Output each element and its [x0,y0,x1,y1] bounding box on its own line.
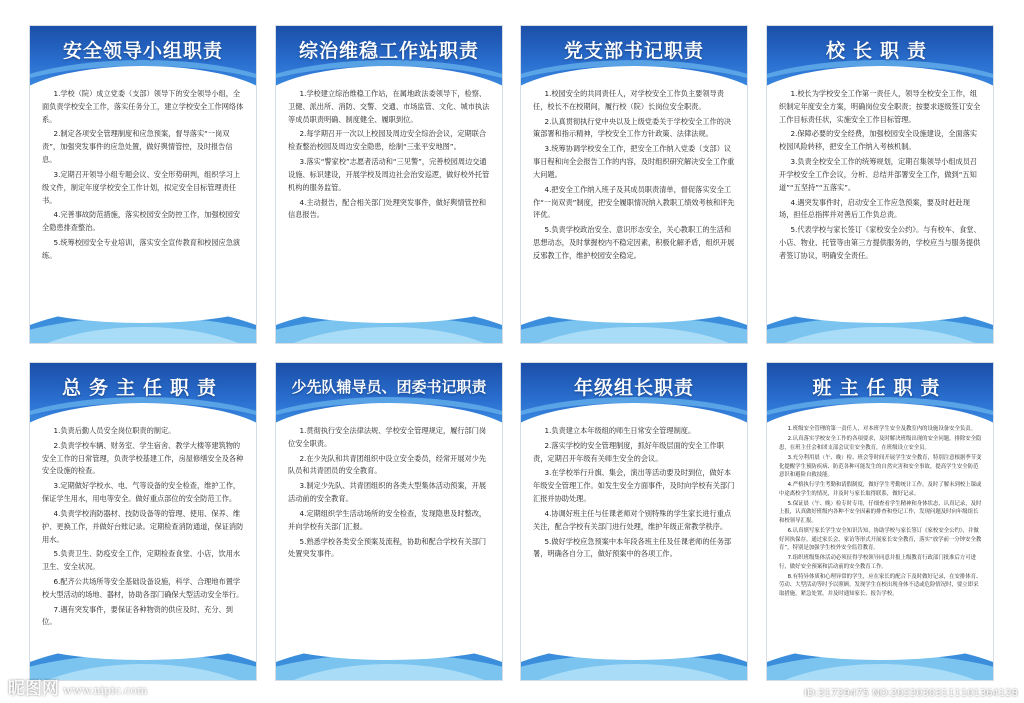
duty-item: 1.班级安全管理的第一责任人，对本班学生安全及教室内的设施设备安全负责。 [787,426,977,432]
duty-item: 4.遇突发事件时，启动安全工作应急预案，要及时赶赴现场，担任总指挥并对善后工作负总责。 [779,197,970,220]
duty-item: 6.认真填写家长学生安全知识告知，协助学校与家长签订《家校安全公约》，并做好回执保存。通过家长会、家访等形式开展家长安全教育，落实“放学前一分钟安全教育”，特别是加强学生校外安全监管教育。 [779,528,982,551]
duty-item: 2.认真落实学校安全工作的各项要求，及时解决班级出现的安全问题，排除安全隐患，在班主任会和团支部会议室安全教育，在班级设立安全员。 [779,436,982,451]
board-title: 少先队辅导员、团委书记职责 [291,378,487,396]
board-footer-waves [276,628,502,680]
duty-item: 1.校长为学校安全工作第一责任人，领导全校安全工作，组织制定年度安全方案，明确岗位安全职责；按要求逐级签订安全工作目标责任状，实施安全工作目标管理。 [779,89,981,124]
duty-item: 7.组织班级集体活动必须征得学校领导同意并报上级教育行政部门批准后方可进行，做好安全预案和活动前的安全教育工作。 [779,555,977,570]
board-footer-waves [521,291,747,343]
duty-item: 4.严格执行学生考勤和请假制度，做好学生考勤统计工作，及时了解未到校上课或中途离校学生的情况，并及时与家长取得联系，做好记录。 [779,482,982,497]
board-title: 年级组长职责 [573,377,694,399]
duty-item: 2.落实学校的安全管理制度，抓好年级层面的安全工作职责，定期召开年级有关师生安全的会议。 [533,440,724,463]
duty-item: 1.学校（院）成立党委（支部）领导下的安全领导小组，全面负责学校安全工作，落实任务分工，建立学校安全工作网络体系。 [42,89,244,124]
duty-board [276,363,502,680]
duty-item: 1.校园安全的共同责任人，对学校安全工作负主要领导责任，校长不在校期间，履行校（院）长岗位安全职责。 [533,89,724,111]
duty-item: 5.代表学校与家长签订《家校安全公约》。与有校车、食堂、小店、物业、托管等由第三方提供服务的，学校应当与服务提供者签订协议，明确安全责任。 [779,225,981,260]
duty-board [767,26,993,343]
board-body [288,88,492,297]
board-footer-waves [276,291,502,343]
duty-item: 2.保障必要的安全经费，加强校园安全设施建设，全面落实校园风险转移，把安全工作纳入考核机制。 [779,129,978,152]
duty-item: 3.定期做好学校水、电、气等设备的安全检查，维护工作，保证学生用水，用电等安全。做好重点部位的安全防范工作。 [42,481,241,504]
duty-item: 3.在学校举行升旗、集会，演出等活动要及时到位，做好本年级安全管理工作。如发生安全方面事件，及时向学校有关部门汇报并协助处理。 [533,468,735,504]
duty-item: 5.做好学校应急预案中本年段各班主任及任课老师的任务部署，明确各自分工，做好预案中的各项工作。 [533,536,732,559]
duty-item: 1.学校建立综治维稳工作站，在属地政法委领导下，检察、卫健、派出所、消防、交警、交通、市场监管、文化、城市执法等成员职责明确、制度健全、履职到位。 [288,89,490,124]
duty-item: 3.落实“警家校”志愿者活动和“三见警”，完善校园周边交通设施、标识建设，开展学校及周边社会治安巡逻，做好校外托管机构的服务监管。 [288,157,490,192]
duty-item: 5.负责卫生、防疫安全工作，定期检查食堂、小店，饮用水卫生、安全状况。 [42,549,241,572]
board-footer-waves [767,291,993,343]
duty-item: 1.负责建立本年级组的师生日常安全管理制度。 [544,426,696,435]
board-body [42,88,246,297]
watermark-url: www.nipic.com [63,684,148,697]
duty-board [276,26,502,343]
board-footer-waves [521,628,747,680]
board-footer-waves [30,628,256,680]
duty-item: 2.负责学校车辆、财务室、学生宿舍、教学大楼等建筑物的安全工作的日常管理，负责学校基建工作，房屋修缮安全及各种安全设施的检查。 [42,440,244,476]
duty-item: 3.统筹协调学校安全工作，把安全工作纳入党委（支部）议事日程和向全会报告工作的内容，及时组织研究解决安全工作重大问题。 [533,144,735,179]
duty-item: 4.定期组织学生活动场所的安全检查，发现隐患及时整改，并向学校有关部门汇报。 [288,508,487,531]
duty-item: 2.制定各项安全管理制度和应急预案，督导落实“一岗双责”，加强突发事件的应急处置，做好舆情管控，及时报告信息。 [42,129,233,165]
duty-item: 4.完善事故防范措施，落实校园安全防控工作，加强校园安全隐患排查整治。 [42,210,241,233]
duty-item: 3.充分利用晨（午、晚）检、班会等时间开展学生安全教育，特别注意根据季节变化提醒学生预防疾病、防范各种可能发生的自然灾害和安全事故，提高学生安全防范意识和避险自救技能。 [779,455,982,478]
duty-board [521,26,747,343]
duty-item: 4.主动报告，配合相关部门处理突发事件，做好舆情管控和信息报告。 [288,197,487,220]
board-body [533,88,737,297]
duty-board [767,363,993,680]
duty-item: 8.有特异体质和心理异常的学生，应在家长的配合下及时做好记录，在安排体育、劳动、大型活动等时予以照顾。发现学生在校出现身体不适或危险情况时，要立即采取措施，紧急处置，并及时通知家长、报告学校。 [779,574,982,597]
duty-item: 2.认真贯彻执行党中央以及上级党委关于学校安全工作的决策部署和指示精神，学校安全工作方针政策、法律法规。 [533,116,732,139]
board-title: 校长职责 [825,40,934,62]
duty-item: 4.负责学校消防器材、技防设备等的管理、使用、保养、维护、更换工作，并做好台账记录。定期检查消防通道，保证消防用水。 [42,508,244,544]
duty-item: 4.把安全工作纳入班子及其成员职责清单，督促落实安全工作“一岗双责”制度，把安全履职情况纳入教职工绩效考核和评先评优。 [533,184,735,220]
duty-item: 1.负责后勤人员安全岗位职责的制定。 [53,426,176,435]
board-title: 班主任职责 [812,377,948,399]
duty-item: 1.贯彻执行安全法律法规、学校安全管理规定，履行部门岗位安全职责。 [288,426,487,448]
board-title: 安全领导小组职责 [62,40,223,62]
board-footer-waves [767,628,993,680]
duty-item: 5.统筹校园安全专业培训，落实安全宣传教育和校园应急演练。 [42,237,241,260]
board-body [288,425,492,634]
watermark-id: ID:31729475 NO:20220303111101364128 [804,688,1018,699]
duty-board [30,26,256,343]
duty-board [521,363,747,680]
duty-item: 3.制定少先队、共青团组织的各类大型集体活动预案，开展活动前的安全教育。 [288,481,487,504]
board-title: 总务主任职责 [61,377,224,399]
duty-item: 5.熟悉学校各类安全预案及流程，协助和配合学校有关部门处置突发事件。 [288,536,487,559]
duty-item: 3.定期召开领导小组专题会议、安全形势研判，组织学习上级文件，制定年度学校安全工作计划，拟定安全目标管理责任书。 [42,169,241,205]
duty-item: 5.负责学校政治安全、意识形态安全，关心教职工的生活和思想动态，及时掌握校内不稳定因素，积极化解矛盾，组织开展反邪教工作，维护校园安全稳定。 [533,225,735,260]
board-footer-waves [30,291,256,343]
board-body [779,425,983,634]
duty-item: 5.保证晨（午、晚）检专时专用，仔细查看学生精神和身体状态，认真记录，及时上报，认真做好班级内各种不安全因素的排查和登记工作，发现问题及时向年级组长和校领导汇报。 [779,501,982,524]
duty-item: 2.每学期召开一次以上校园及周边安全综治会议，定期联合检查整治校园及周边安全隐患，绘制“三张平安地图”。 [288,129,487,152]
duty-item: 3.负责全校安全工作的统筹规划，定期召集领导小组成员召开学校安全工作会议，分析、总结并部署安全工作，做到“五知道”“五坚持”“五落实”。 [779,157,978,192]
nipic-watermark [8,674,147,699]
board-body [42,425,246,634]
board-title: 综治维稳工作站职责 [298,40,479,62]
duty-board [30,363,256,680]
board-title: 党支部书记职责 [563,40,704,62]
duty-item: 7.遇有突发事件，要保证各种物资的供应及时、充分、到位。 [42,604,233,627]
duty-item: 2.在少先队和共青团组织中设立安全委员，经常开展对少先队员和共青团员的安全教育。 [288,453,487,476]
board-body [533,425,737,634]
duty-item: 4.协调好班主任与任课老师对个别特殊的学生家长进行重点关注，配合学校有关部门进行处理，维护年级正常教学秩序。 [533,508,732,531]
duty-item: 6.配齐公共场所等安全基础设备设施，科学、合理地布置学校大型活动的场地、器材，协助各部门确保大型活动安全举行。 [42,576,244,599]
watermark-logo: 昵图网 [8,679,59,699]
board-body [779,88,983,297]
